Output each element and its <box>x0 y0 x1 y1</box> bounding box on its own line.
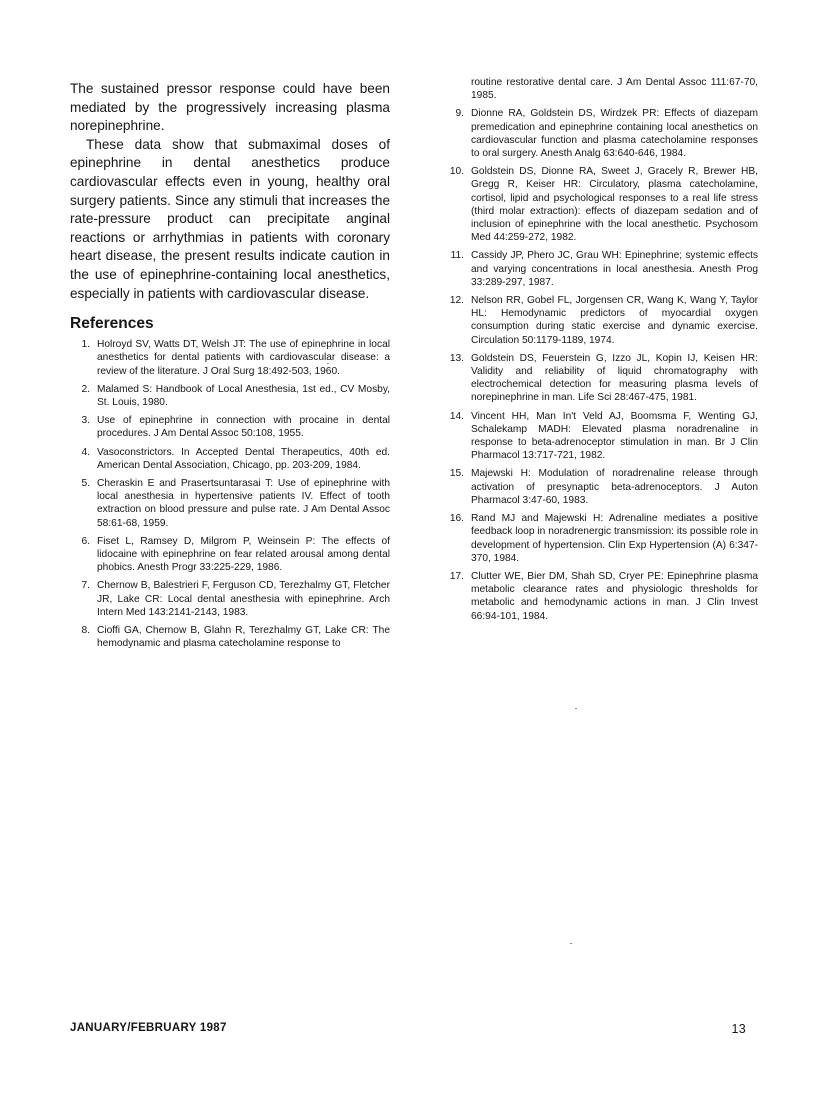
reference-text: Rand MJ and Majewski H: Adrenaline mediates a positive feedback loop in noradrenergic transmission: its possible role in development of hypertension. Clin Exp Hypertension (A) 6:347-370, 1984. <box>471 513 758 564</box>
reference-text: Cassidy JP, Phero JC, Grau WH: Epinephrine; systemic effects and varying concentrations in local anesthesia. Anesth Prog 33:289-297, 1987. <box>471 250 758 288</box>
reference-continuation: routine restorative dental care. J Am Dental Assoc 111:67-70, 1985. <box>471 77 758 102</box>
reference-number: 11. <box>450 250 464 262</box>
reference-number: 6. <box>81 535 90 547</box>
reference-text: Nelson RR, Gobel FL, Jorgensen CR, Wang K, Wang Y, Taylor HL: Hemodynamic predictors of myocardial oxygen consumption during static exercise and dynamic exercise. Circulation 50:1179-1189, 1974. <box>471 295 758 346</box>
reference-number: 7. <box>81 580 90 592</box>
reference-item <box>70 477 390 530</box>
left-column <box>70 80 390 655</box>
reference-item <box>444 352 758 405</box>
reference-number: 10. <box>449 166 464 178</box>
reference-item <box>444 467 758 507</box>
reference-number: 15. <box>449 468 464 480</box>
reference-number: 3. <box>81 415 90 427</box>
reference-number: 13. <box>449 352 464 364</box>
reference-item <box>70 446 390 472</box>
reference-item <box>70 414 390 440</box>
reference-item <box>444 249 758 289</box>
reference-text: Dionne RA, Goldstein DS, Wirdzek PR: Effects of diazepam premedication and epinephrine containing local anesthetics on cardiovascular function and plasma catecholamine responses to oral surgery. Anesth Analg 63:640-646, 1984. <box>471 108 758 160</box>
reference-number: 16. <box>449 513 464 525</box>
reference-item <box>70 579 390 619</box>
reference-text: Vasoconstrictors. In Accepted Dental Therapeutics, 40th ed. American Dental Association, Chicago, pp. 203-209, 1984. <box>97 446 390 471</box>
right-column <box>444 76 758 628</box>
reference-text: Fiset L, Ramsey D, Milgrom P, Weinsein P: The effects of lidocaine with epinephrine on fear related arousal among dental phobics. Anesth Progr 33:225-229, 1986. <box>97 535 390 574</box>
reference-text: Chernow B, Balestrieri F, Ferguson CD, Terezhalmy GT, Fletcher JR, Lake CR: Local dental anesthesia with epinephrine. Arch Intern Med 143:2141-2143, 1983. <box>97 580 390 618</box>
reference-text: Cheraskin E and Prasertsuntarasai T: Use of epinephrine with local anesthesia in hypertensive patients IV. Effect of tooth extraction on blood pressure and pulse rate. J Am Dental Assoc 58:61-68, 1959. <box>97 477 390 529</box>
reference-text: Clutter WE, Bier DM, Shah SD, Cryer PE: Epinephrine plasma metabolic clearance rates and physiologic thresholds for metabolic and hemodynamic actions in man. J Clin Invest 66:94-101, 1984. <box>471 570 758 622</box>
reference-number: 2. <box>81 383 90 395</box>
reference-number: 4. <box>81 446 90 458</box>
reference-number: 8. <box>81 624 90 636</box>
references-heading: References <box>70 315 154 333</box>
body-paragraph-2: These data show that submaximal doses of epinephrine in dental anesthetics produce cardiovascular effects even in young, healthy oral surgery patients. Since any stimuli that increases the rate-pressure product can precipitate anginal reactions or arrhythmias in patients with coronary heart disease, the present results indicate caution in the use of epinephrine-containing local anesthetics, especially in patients with cardiovascular disease. <box>70 136 390 301</box>
reference-number: 5. <box>81 477 90 489</box>
body-paragraph-1: The sustained pressor response could have been mediated by the progressively increasing plasma norepinephrine. <box>70 81 390 134</box>
reference-number: 14. <box>449 410 464 422</box>
scan-speck <box>575 708 577 709</box>
page-number: 13 <box>731 1022 746 1036</box>
reference-text: Holroyd SV, Watts DT, Welsh JT: The use of epinephrine in local anesthetics for dental patients with cardiovascular disease: a review of the literature. J Oral Surg 18:492-503, 1960. <box>97 339 390 377</box>
reference-item <box>70 535 390 575</box>
reference-item <box>444 294 758 347</box>
reference-text: Majewski H: Modulation of noradrenaline release through activation of presynaptic beta-adrenoceptors. J Auton Pharmacol 3:47-60, 1983. <box>471 468 758 506</box>
reference-text: Use of epinephrine in connection with procaine in dental procedures. J Am Dental Assoc 50:108, 1955. <box>97 415 390 440</box>
scan-speck <box>327 363 329 364</box>
references-list-right <box>444 107 758 622</box>
reference-text: Cioffi GA, Chernow B, Glahn R, Terezhalmy GT, Lake CR: The hemodynamic and plasma catecholamine response to <box>97 624 390 650</box>
reference-item <box>444 165 758 244</box>
references-list-left <box>70 338 390 650</box>
reference-number: 17. <box>449 570 464 582</box>
reference-item <box>70 624 390 650</box>
reference-number: 12. <box>449 295 464 307</box>
scan-speck <box>570 943 572 944</box>
reference-item <box>444 570 758 623</box>
reference-item <box>444 107 758 160</box>
reference-text: Vincent HH, Man In't Veld AJ, Boomsma F, Wenting GJ, Schalekamp MADH: Elevated plasma noradrenaline in response to beta-adrenoceptor stimulation in man. Br J Clin Pharmacol 13:717-721, 1982. <box>471 410 758 462</box>
reference-item <box>70 338 390 378</box>
reference-text: Goldstein DS, Feuerstein G, Izzo JL, Kopin IJ, Keisen HR: Validity and reliability of liquid chromatography with electrochemical detection for measuring plasma levels of norepinephrine in man. Life Sci 28:467-475, 1981. <box>471 352 758 404</box>
footer-issue-date: JANUARY/FEBRUARY 1987 <box>70 1022 227 1034</box>
reference-item <box>444 410 758 463</box>
reference-text: Goldstein DS, Dionne RA, Sweet J, Gracely R, Brewer HB, Gregg R, Keiser HR: Circulatory, plasma catecholamine, cortisol, lipid and psychological responses to a real life stress (third molar extraction): effects of diazepam sedation and of inclusion of epinephrine with the local anesthetic. Psychosom Med 44:259-272, 1982. <box>471 166 758 244</box>
reference-item <box>444 512 758 565</box>
reference-item <box>70 383 390 409</box>
reference-number: 9. <box>455 108 464 120</box>
reference-text: Malamed S: Handbook of Local Anesthesia, 1st ed., CV Mosby, St. Louis, 1980. <box>97 383 390 408</box>
reference-number: 1. <box>81 339 90 351</box>
